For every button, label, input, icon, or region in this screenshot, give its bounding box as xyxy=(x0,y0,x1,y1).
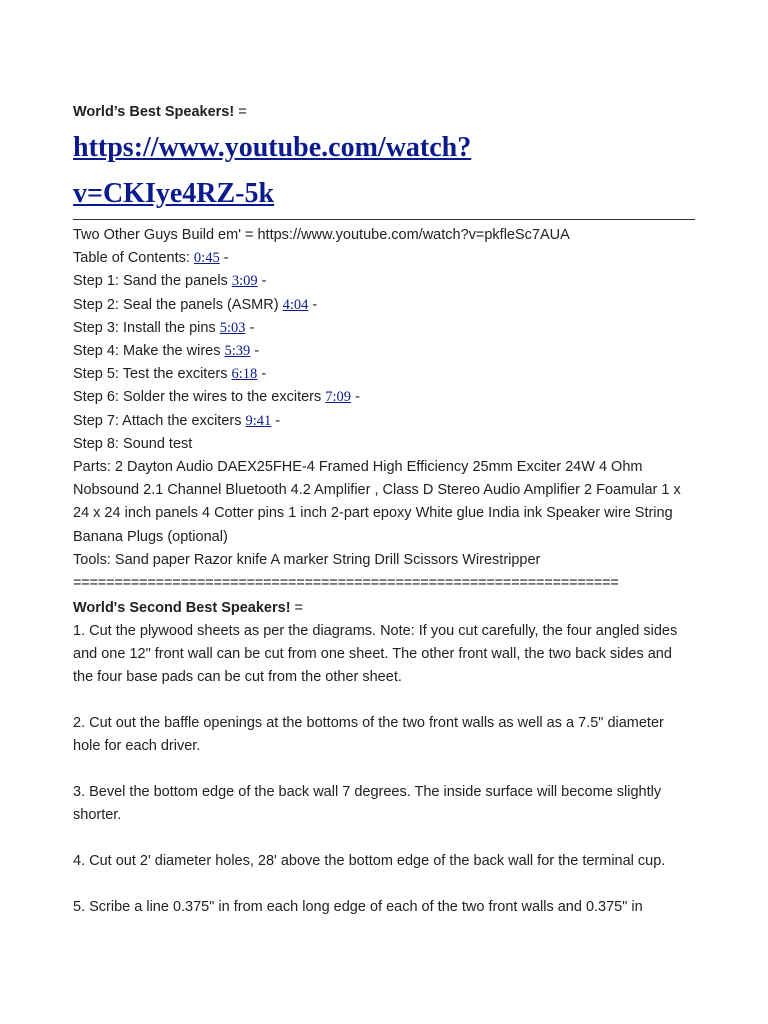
two-other-guys-line: Two Other Guys Build em' = https://www.youtube.com/watch?v=pkfleSc7AUA xyxy=(73,227,570,243)
steps-list xyxy=(73,247,695,433)
step-text: Step 5: Test the exciters xyxy=(73,366,232,383)
step-suffix: - xyxy=(219,250,229,267)
timestamp-link[interactable]: 7:09 xyxy=(325,389,352,406)
main-video-link-line1[interactable]: https://www.youtube.com/watch? xyxy=(73,132,472,163)
instruction-paragraph: 4. Cut out 2' diameter holes, 28' above the bottom edge of the back wall for the terminal cup. xyxy=(73,853,666,870)
step-suffix: - xyxy=(257,273,267,290)
timestamp-link[interactable]: 4:04 xyxy=(282,296,309,313)
step-text: Table of Contents: xyxy=(73,250,194,267)
instruction-paragraph: 5. Scribe a line 0.375" in from each long edge of each of the two front walls and 0.375" in xyxy=(73,899,643,916)
step-text: Step 1: Sand the panels xyxy=(73,273,232,290)
main-video-link-line2[interactable]: v=CKIye4RZ-5k xyxy=(73,178,275,209)
step-suffix: - xyxy=(271,412,281,429)
step-line xyxy=(73,317,695,340)
heading2-bold-text: World's Second Best Speakers! xyxy=(73,600,291,617)
step-suffix: - xyxy=(257,366,267,383)
document-body xyxy=(73,101,695,942)
step-line xyxy=(73,247,695,270)
timestamp-link[interactable]: 0:45 xyxy=(193,250,220,267)
step-line xyxy=(73,294,695,317)
tools-list: Tools: Sand paper Razor knife A marker String Drill Scissors Wirestripper xyxy=(73,551,541,568)
step-text: Step 7: Attach the exciters xyxy=(73,412,246,429)
timestamp-link[interactable]: 9:41 xyxy=(245,412,272,429)
main-video-link-block xyxy=(73,125,695,220)
timestamp-link[interactable]: 5:39 xyxy=(224,343,251,360)
timestamp-link[interactable]: 6:18 xyxy=(231,366,258,383)
step-text: Step 3: Install the pins xyxy=(73,319,220,336)
step-8-line: Step 8: Sound test xyxy=(73,435,193,452)
step-line xyxy=(73,363,695,386)
step-text: Step 4: Make the wires xyxy=(73,343,225,360)
step-line xyxy=(73,410,695,433)
step-suffix: - xyxy=(245,319,255,336)
step-suffix: - xyxy=(308,296,318,313)
heading-bold-text: World’s Best Speakers! xyxy=(73,104,235,120)
heading-suffix: = xyxy=(234,104,247,120)
heading2-suffix: = xyxy=(290,600,304,617)
step-line xyxy=(73,386,695,409)
heading-worlds-second-best-speakers xyxy=(73,596,695,620)
step-suffix: - xyxy=(351,389,360,406)
step-text: Step 2: Seal the panels (ASMR) xyxy=(73,296,283,313)
step-line xyxy=(73,270,695,293)
step-text: Step 6: Solder the wires to the exciters xyxy=(73,389,326,406)
instruction-paragraph: 3. Bevel the bottom edge of the back wall 7 degrees. The inside surface will become slightly shorter. xyxy=(73,784,662,824)
step-suffix: - xyxy=(250,343,260,360)
timestamp-link[interactable]: 3:09 xyxy=(231,273,258,290)
instruction-paragraph: 1. Cut the plywood sheets as per the diagrams. Note: If you cut carefully, the four angled sides and one 12" front wall can be cut from one sheet. The other front wall, the two back sides and the four base pads can be cut from the other sheet. xyxy=(73,623,678,686)
step-line xyxy=(73,340,695,363)
instructions-list xyxy=(73,620,695,919)
parts-list: Parts: 2 Dayton Audio DAEX25FHE-4 Framed High Efficiency 25mm Exciter 24W 4 Ohm Nobsound 2.1 Channel Bluetooth 4.2 Amplifier , Class D Stereo Audio Amplifier 2 Foamular 1 x 24 x 24 inch panels 4 Cotter pins 1 inch 2-part epoxy White glue India ink Speaker wire String Banana Plugs (optional) xyxy=(73,459,681,545)
timestamp-link[interactable]: 5:03 xyxy=(219,319,246,336)
instruction-paragraph: 2. Cut out the baffle openings at the bottoms of the two front walls as well as a 7.5" diameter hole for each driver. xyxy=(73,715,664,755)
heading-worlds-best-speakers xyxy=(73,101,695,123)
separator-line: ================================================================== xyxy=(73,575,619,592)
